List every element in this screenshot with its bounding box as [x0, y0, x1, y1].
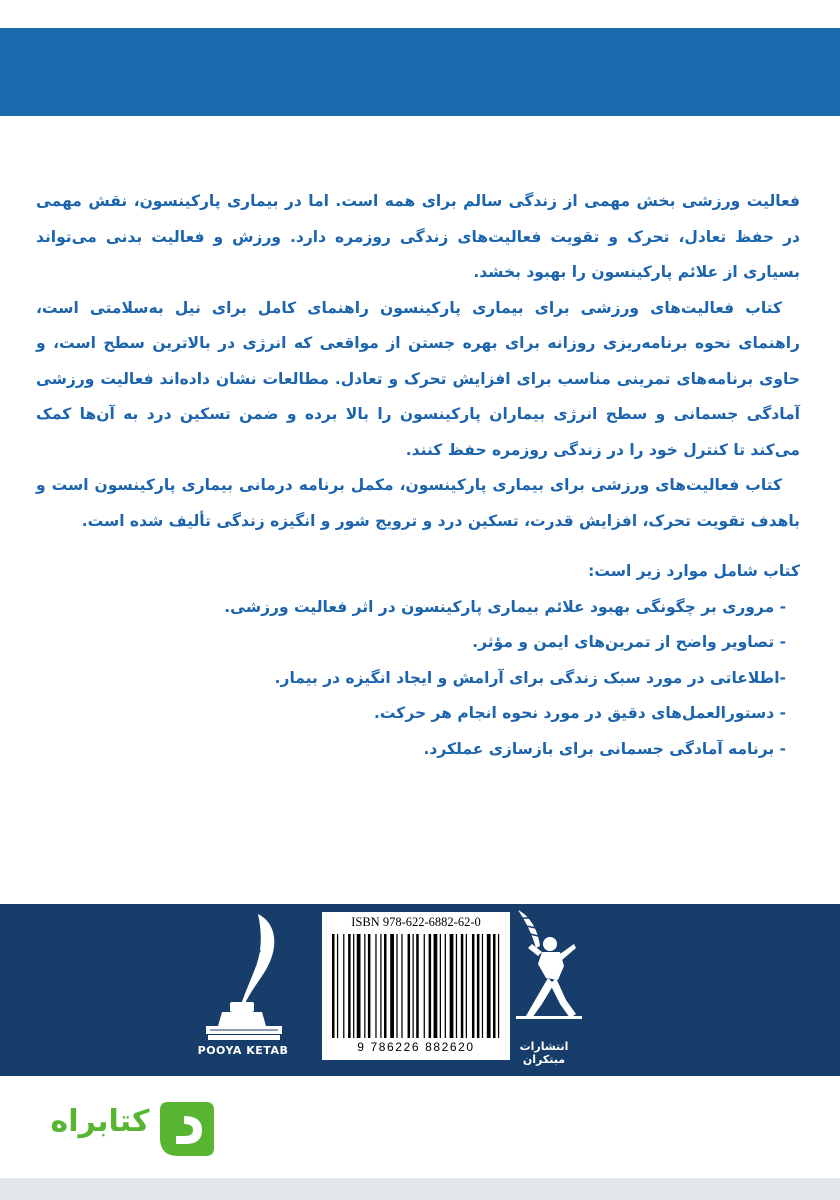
- list-item: - برنامه آمادگی جسمانی برای بازسازی عملکرد.: [423, 739, 786, 758]
- contents-list-block: [36, 554, 800, 767]
- ketabrah-logo-icon: [154, 1096, 220, 1162]
- publisher-name-right: انتشارات مبتکران: [519, 1040, 569, 1066]
- quill-runner-icon: [498, 904, 590, 1038]
- mobtakeran-logo: [498, 904, 590, 1064]
- contents-heading: کتاب شامل موارد زیر است:: [588, 562, 800, 580]
- barcode-bars: [330, 934, 502, 1040]
- top-color-band: [0, 28, 840, 116]
- pooya-ketab-logo: [196, 910, 290, 1060]
- contents-list: [36, 590, 800, 768]
- description-text: [36, 184, 800, 539]
- bottom-gray-strip: [0, 1178, 840, 1200]
- isbn-barcode: [322, 912, 510, 1060]
- list-item: - دستورالعمل‌های دقیق در مورد نحوه انجام هر حرکت.: [374, 704, 786, 722]
- publisher-name-left: POOYA KETAB: [197, 1044, 289, 1057]
- description-paragraph-3: کتاب فعالیت‌های ورزشی برای بیماری پارکینسون، مکمل برنامه درمانی بیماری پارکینسون است و باهدف تقویت تحرک، افزایش قدرت، تسکین درد و ترویج شور و انگیزه زندگی تألیف شده است.: [36, 476, 800, 530]
- list-item: - مروری بر چگونگی بهبود علائم بیماری پارکینسون در اثر فعالیت ورزشی.: [224, 597, 786, 616]
- isbn-label: ISBN 978-622-6882-62-0: [351, 915, 481, 929]
- barcode-digits: 9 786226 882620: [357, 1040, 475, 1054]
- list-item: - تصاویر واضح از تمرین‌های ایمن و مؤثر.: [472, 633, 786, 651]
- ketabrah-wordmark: کتابراه: [50, 1104, 150, 1139]
- quill-inkpot-icon: [196, 910, 290, 1042]
- list-item: -اطلاعاتی در مورد سبک زندگی برای آرامش و ایجاد انگیزه در بیمار.: [274, 668, 786, 687]
- top-margin: [0, 0, 840, 28]
- ketabrah-watermark: [44, 1096, 224, 1162]
- description-paragraph-1: فعالیت ورزشی بخش مهمی از زندگی سالم برای همه است. اما در بیماری پارکینسون، نقش مهمی در حفظ تعادل، تحرک و تقویت فعالیت‌های زندگی روزمره دارد. ورزش و فعالیت بدنی می‌تواند بسیاری از علائم پارکینسون را بهبود بخشد.: [36, 192, 800, 281]
- description-paragraph-2: کتاب فعالیت‌های ورزشی برای بیماری پارکینسون راهنمای کامل برای نیل به‌سلامتی است، راهنمای نحوه برنامه‌ریزی روزانه برای بهره جستن از مواقعی که انرژی در بالاترین سطح است، و حاوی برنامه‌های تمرینی مناسب برای افزایش تحرک و تعادل. مطالعات نشان داده‌اند فعالیت ورزشی آمادگی جسمانی و سطح انرژی بیماران پارکینسون را بالا برده و ضمن تسکین درد به آن‌ها کمک می‌کند تا کنترل خود را در زندگی روزمره حفظ کنند.: [36, 298, 800, 459]
